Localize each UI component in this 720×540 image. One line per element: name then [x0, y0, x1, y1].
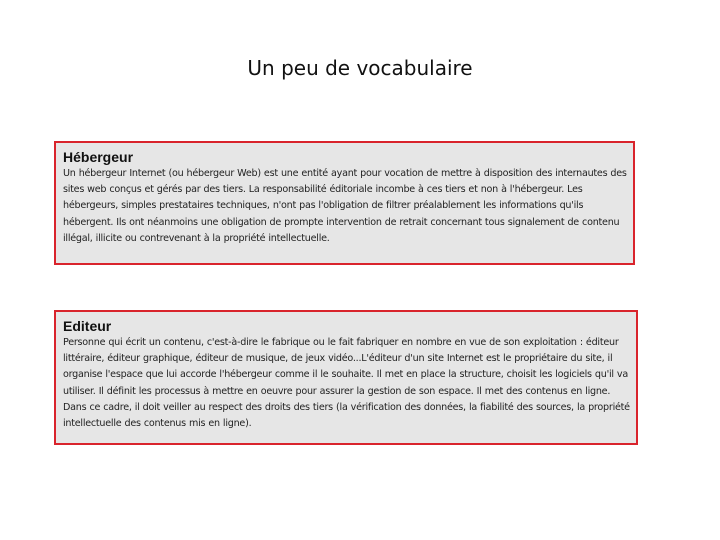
definition-term: Hébergeur	[63, 149, 134, 165]
slide-title: Un peu de vocabulaire	[247, 56, 473, 80]
definition-term: Editeur	[63, 318, 112, 334]
definition-box-hebergeur	[54, 141, 635, 265]
definition-box-editeur	[54, 310, 638, 445]
definition-text: Personne qui écrit un contenu, c'est-à-dire le fabrique ou le fait fabriquer en nombre en vue de son exploitation : éditeur littéraire, éditeur graphique, éditeur de musique, de jeux vidéo...L'éditeur d'un site Internet est le propriétaire du site, il organise l'espace que lui accorde l'hébergeur comme il le souhaite. Il met en place la structure, choisit les logiciels qu'il va utiliser. Il définit les processus à mettre en oeuvre pour assurer la gestion de son espace. Il met des contenus en ligne. Dans ce cadre, il doit veiller au respect des droits des tiers (la vérification des données, la fiabilité des sources, la propriété intellectuelle des contenus mis en ligne).	[63, 337, 630, 430]
definition-text: Un hébergeur Internet (ou hébergeur Web) est une entité ayant pour vocation de mettre à disposition des internautes des sites web conçus et gérés par des tiers. La responsabilité éditoriale incombe à ces tiers et non à l'hébergeur. Les hébergeurs, simples prestataires techniques, n'ont pas l'obligation de filtrer préalablement les informations qu'ils hébergent. Ils ont néanmoins une obligation de prompte intervention de retrait concernant tous signalement de contenu illégal, illicite ou contrevenant à la propriété intellectuelle.	[63, 168, 627, 244]
